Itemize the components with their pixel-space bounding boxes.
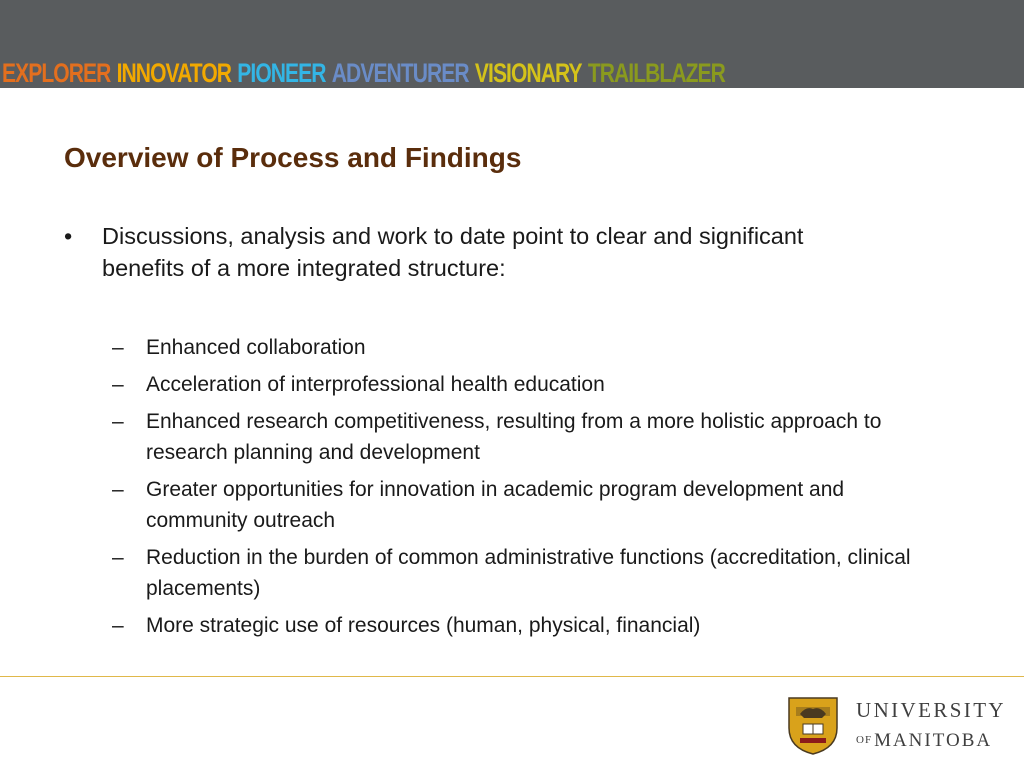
wordmark-of: OF [856,734,873,746]
sub-bullet-dash: – [112,336,124,359]
university-wordmark [856,700,1006,750]
wordmark-manitoba-line [856,731,1006,750]
banner-word-trailblazer: TRAILBLAZER [587,58,725,88]
bullet-marker: • [64,223,73,249]
sub-bullet-text: Enhanced research competitiveness, resulting from a more holistic approach to research planning and development [146,410,882,464]
wordmark-manitoba: MANITOBA [874,730,993,751]
banner-word-visionary: VISIONARY [474,58,582,88]
sub-bullet-dash: – [112,373,124,396]
main-bullet-text: Discussions, analysis and work to date point to clear and significant benefits of a more integrated structure: [102,223,804,281]
sub-bullet-text: Acceleration of interprofessional health education [146,373,605,396]
sub-bullet-item [112,474,912,536]
banner-word-innovator: INNOVATOR [116,58,232,88]
sub-bullet-item [112,406,912,468]
footer-divider [0,676,1024,677]
sub-bullet-item [112,542,912,604]
sub-bullet-dash: – [112,478,124,501]
university-crest-icon [786,694,840,756]
slide-title: Overview of Process and Findings [64,142,522,173]
banner-word-adventurer: ADVENTURER [331,58,469,88]
sub-bullet-text: Enhanced collaboration [146,336,366,359]
sub-bullet-item [112,369,912,400]
sub-bullet-dash: – [112,410,124,433]
sub-bullet-list [112,332,912,647]
banner-words [2,57,731,89]
sub-bullet-text: Greater opportunities for innovation in academic program development and community outreach [146,478,845,532]
sub-bullet-dash: – [112,614,124,637]
banner-word-explorer: EXPLORER [2,58,111,88]
sub-bullet-dash: – [112,546,124,569]
sub-bullet-text: Reduction in the burden of common administrative functions (accreditation, clinical placements) [146,546,911,600]
sub-bullet-item [112,610,912,641]
wordmark-university: UNIVERSITY [856,698,1006,722]
sub-bullet-item [112,332,912,363]
sub-bullet-text: More strategic use of resources (human, physical, financial) [146,614,701,637]
header-banner [0,0,1024,88]
banner-word-pioneer: PIONEER [237,58,326,88]
